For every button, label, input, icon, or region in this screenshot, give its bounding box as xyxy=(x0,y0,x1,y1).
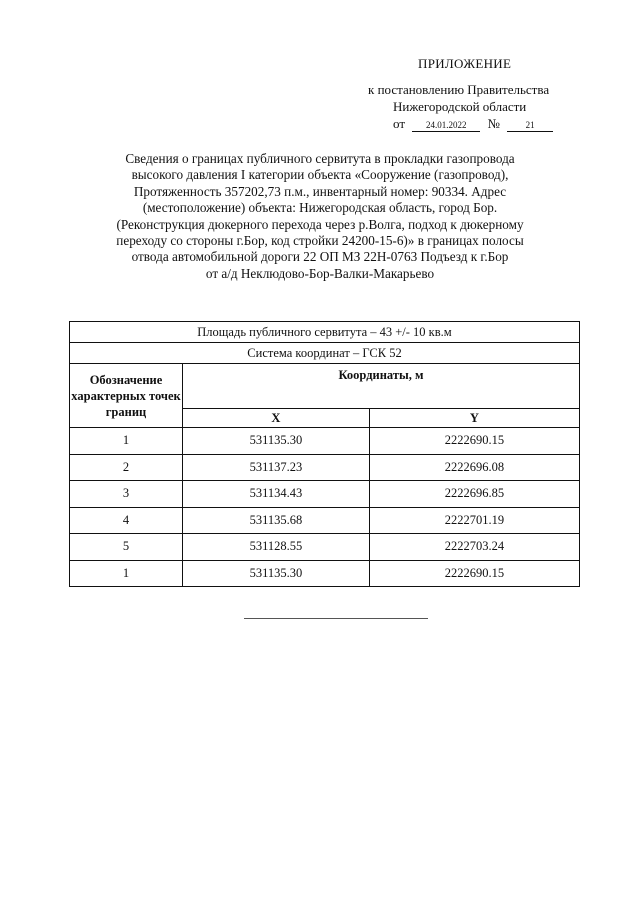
point-cell: 4 xyxy=(70,507,183,534)
point-cell: 5 xyxy=(70,534,183,561)
from-label: от xyxy=(393,116,406,131)
number-field: 21 xyxy=(507,120,553,132)
x-cell: 531134.43 xyxy=(183,481,370,508)
x-cell: 531135.30 xyxy=(183,560,370,587)
point-cell: 3 xyxy=(70,481,183,508)
point-cell: 1 xyxy=(70,560,183,587)
number-label: № xyxy=(487,116,500,131)
area-cell: Площадь публичного сервитута – 43 +/- 10 кв.м xyxy=(70,322,580,343)
y-header: Y xyxy=(369,409,579,428)
y-cell: 2222690.15 xyxy=(369,560,579,587)
coordinates-header: Координаты, м xyxy=(183,364,580,409)
title-line: от а/д Неклюдово-Бор-Валки-Макарьево xyxy=(205,265,435,281)
y-cell: 2222701.19 xyxy=(369,507,579,534)
coordinate-system-cell: Система координат – ГСК 52 xyxy=(70,343,580,364)
point-cell: 1 xyxy=(70,428,183,455)
y-cell: 2222696.08 xyxy=(369,454,579,481)
y-cell: 2222696.85 xyxy=(369,481,579,508)
resolution-line: к постановлению Правительства xyxy=(368,82,550,97)
y-cell: 2222690.15 xyxy=(369,428,579,455)
title-line: Сведения о границах публичного сервитута в прокладки газопровода xyxy=(125,151,515,166)
table-row xyxy=(70,534,580,561)
appendix-heading: ПРИЛОЖЕНИЕ xyxy=(418,56,512,71)
region-line: Нижегородской области xyxy=(393,99,527,114)
coordinates-table xyxy=(69,321,580,587)
title-line: (Реконструкция дюкерного перехода через р.Волга, подход к дюкерному xyxy=(116,216,524,232)
table-row xyxy=(70,507,580,534)
table-row xyxy=(70,481,580,508)
end-separator xyxy=(244,618,428,619)
x-cell: 531128.55 xyxy=(183,534,370,561)
x-cell: 531135.30 xyxy=(183,428,370,455)
x-cell: 531135.68 xyxy=(183,507,370,534)
points-header: Обозначение характерных точек границ xyxy=(70,364,183,428)
date-number-line xyxy=(393,116,553,132)
table-row xyxy=(70,428,580,455)
title-line: высокого давления I категории объекта «Сооружение (газопровод), xyxy=(131,167,509,183)
title-line: переходу со стороны г.Бор, код стройки 24200-15-6)» в границах полосы xyxy=(116,233,524,249)
table-row xyxy=(70,454,580,481)
x-cell: 531137.23 xyxy=(183,454,370,481)
document-title xyxy=(70,151,570,282)
title-line: отвода автомобильной дороги 22 ОП МЗ 22Н-0763 Подъезд к г.Бор xyxy=(131,249,509,265)
title-line: (местоположение) объекта: Нижегородская область, город Бор. xyxy=(142,200,498,216)
point-cell: 2 xyxy=(70,454,183,481)
date-field: 24.01.2022 xyxy=(412,120,480,132)
table-row xyxy=(70,560,580,587)
x-header: X xyxy=(183,409,370,428)
title-line: Протяженность 357202,73 п.м., инвентарный номер: 90334. Адрес xyxy=(133,183,507,199)
y-cell: 2222703.24 xyxy=(369,534,579,561)
